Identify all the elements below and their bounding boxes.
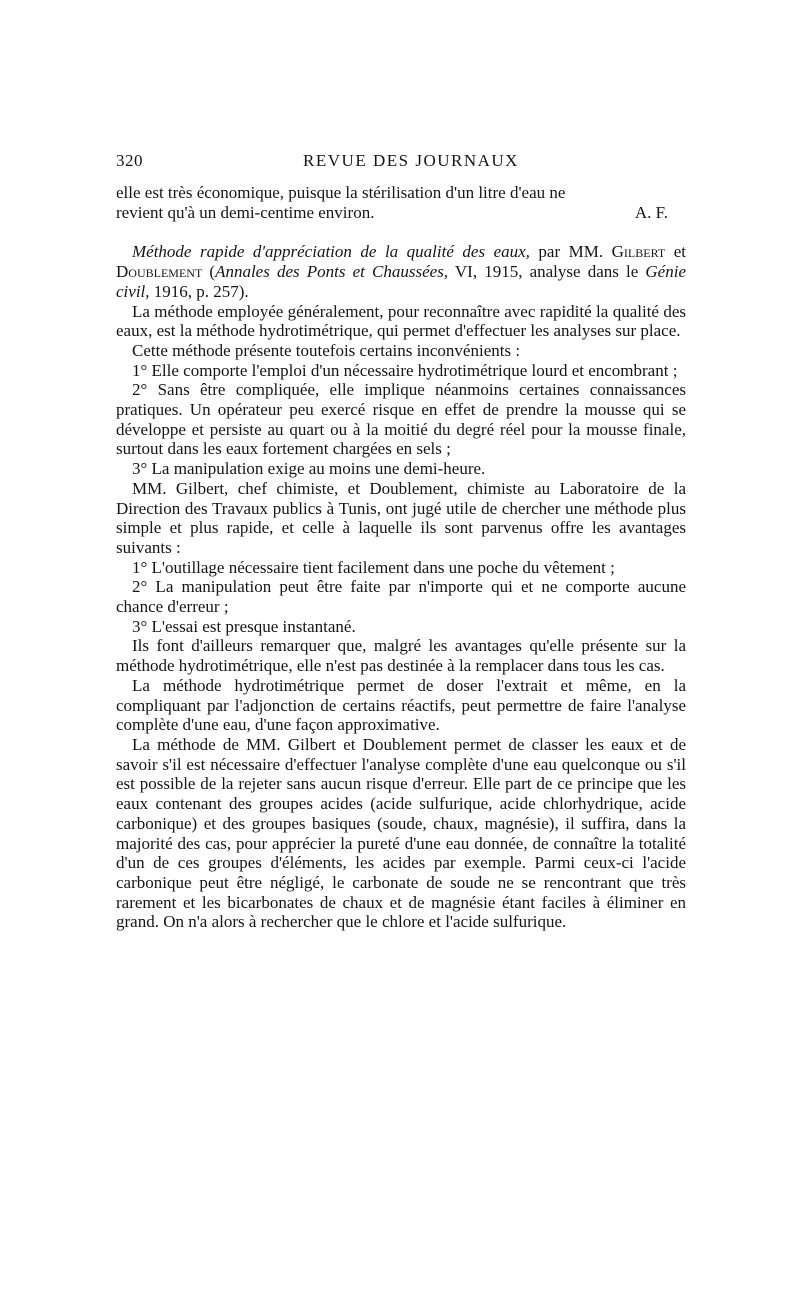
paragraph-5: 3° La manipulation exige au moins une demi-heure.: [132, 459, 486, 479]
author-gilbert: Gilbert: [611, 242, 666, 262]
source-annales: Annales des Ponts et Chaussées,: [215, 262, 449, 282]
section-gap: [116, 222, 686, 242]
signature: A. F.: [634, 202, 668, 222]
paragraph-2: Cette méthode présente toutefois certains inconvénients :: [132, 340, 521, 360]
article-heading: [116, 242, 686, 301]
journal-page: [116, 151, 686, 932]
article-and: et: [665, 242, 686, 262]
paragraph-10: Ils font d'ailleurs remarquer que, malgré les avantages qu'elle présente sur la méthode hydrotimétrique, elle n'est pas destinée à la remplacer dans tous les cas.: [116, 636, 686, 676]
paragraph-4: 2° Sans être compliquée, elle implique néanmoins certaines connaissances pratiques. Un opérateur peu exercé risque en effet de prendre la mousse qui se développe et persiste au quart ou à la moitié du degré réel pour la mousse finale, surtout dans les eaux fortement chargées en sels ;: [116, 380, 686, 459]
paragraph-11: La méthode hydrotimétrique permet de doser l'extrait et même, en la compliquant par l'adjonction de certains réactifs, peut permettre de faire l'analyse complète d'une eau, d'une façon approximative.: [116, 675, 686, 735]
author-doublement: Doublement: [116, 262, 203, 282]
source-genie-civil: Génie civil,: [116, 262, 686, 301]
article-title: Méthode rapide d'appréciation de la qualité des eaux,: [132, 242, 530, 262]
running-title: REVUE DES JOURNAUX: [303, 151, 519, 170]
intro-paragraph: [116, 183, 686, 222]
page-header: [116, 151, 686, 175]
article-open-paren: (: [202, 262, 216, 282]
paragraph-8: 2° La manipulation peut être faite par n'importe qui et ne comporte aucune chance d'erreur ;: [116, 577, 686, 617]
source-annales-ref: VI, 1915, analyse dans le: [448, 262, 646, 282]
page-body: [116, 183, 686, 932]
paragraph-12: La méthode de MM. Gilbert et Doublement permet de classer les eaux et de savoir s'il est nécessaire d'effectuer l'analyse complète d'une eau quelconque ou s'il est possible de la rejeter sans aucun risque d'erreur. Elle part de ce principe que les eaux contenant des groupes acides (acide sulfurique, acide chlorhydrique, acide carbonique) et des groupes basiques (soude, chaux, magnésie), il suffira, dans la majorité des cas, pour apprécier la pureté d'une eau donnée, de connaître la totalité d'un de ces groupes d'éléments, les acides par exemple. Parmi ceux-ci l'acide carbonique peut être négligé, le carbonate de soude ne se rencontrant que très rarement et les bicarbonates de chaux et de magnésie étant faciles à éliminer en grand. On n'a alors à rechercher que le chlore et l'acide sulfurique.: [116, 734, 686, 932]
source-genie-civil-ref: 1916, p. 257).: [149, 281, 249, 301]
paragraph-6: MM. Gilbert, chef chimiste, et Doublement, chimiste au Laboratoire de la Direction des Travaux publics à Tunis, ont jugé utile de chercher une méthode plus simple et plus rapide, et celle à laquelle ils sont parvenus offre les avantages suivants :: [116, 478, 686, 557]
page-number: 320: [116, 151, 143, 170]
paragraph-1: La méthode employée généralement, pour reconnaître avec rapidité la qualité des eaux, est la méthode hydrotimétrique, qui permet d'effectuer les analyses sur place.: [116, 301, 686, 341]
paragraph-7: 1° L'outillage nécessaire tient facilement dans une poche du vêtement ;: [132, 557, 615, 577]
article-by: par MM.: [529, 242, 612, 262]
paragraph-9: 3° L'essai est presque instantané.: [132, 616, 356, 636]
paragraph-3: 1° Elle comporte l'emploi d'un nécessaire hydrotimétrique lourd et encombrant ;: [132, 360, 678, 380]
intro-line-1: elle est très économique, puisque la stérilisation d'un litre d'eau ne: [116, 183, 566, 202]
intro-line-2: revient qu'à un demi-centime environ.: [116, 202, 375, 222]
